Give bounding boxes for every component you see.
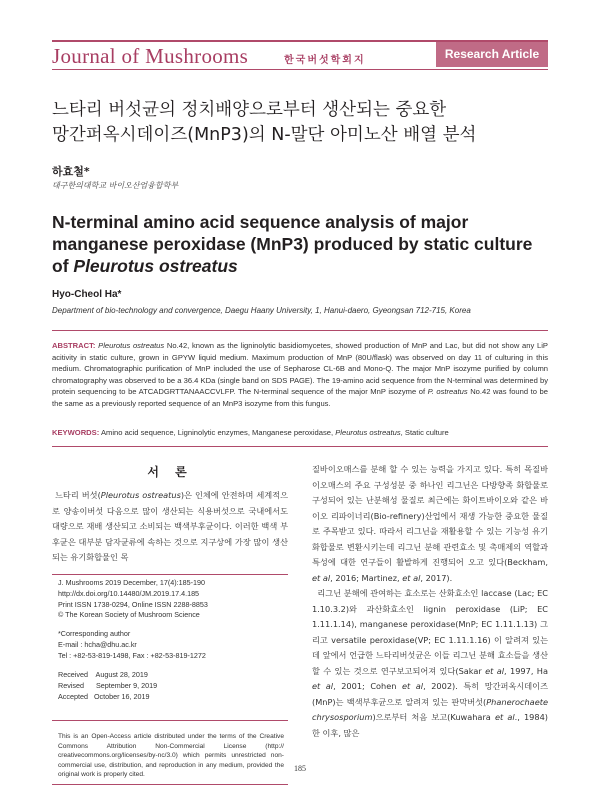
abstract-species: Pleurotus ostreatus [98,341,165,350]
citation: J. Mushrooms 2019 December, 17(4):185-190 [58,578,206,587]
et-al: et al [312,572,331,583]
intro-right-text-2b: , 1997, Ha [504,665,548,676]
abstract-text: No.42, known as the ligninolytic basidiomycetes, showed production of MnP and Lac, but did not show any LiP acitivity in static culture, grown in GPYW liquid medium. Maximum production of MnP (80U/flask) was observed on day 11 of culturing in this medium. Chromatographic purification of MnP included the use of Sepharose CL-6B and Mono-Q. The major MnP isozyme purified by column chromatography was observed to be a 36.4 KDa (single band on SDS PAGE). The 19-amino acid sequence from the N-terminal was determined by protein sequencing to be ATCADGRTTANAACCVLFP. The N-terminal sequence of the major MnP isozyme of [52,341,548,397]
header-bottom-rule [52,69,548,70]
page-number: 185 [294,764,306,773]
doi-link[interactable]: http://dx.doi.org/10.14480/JM.2019.17.4.185 [58,588,200,598]
intro-right-column [312,462,548,741]
date-revised: Revised September 9, 2019 [58,680,158,690]
date-received: Received August 28, 2019 [58,670,148,679]
intro-left-text-cont: )은 인체에 안전하며 세계적으로 양송이버섯 다음으로 많이 생산되는 식용버섯으로 국내에서도 대량으로 재배 생산되고 소비되는 백색부후균이다. 이러한 백색 부후균은 대부분 담자균류에 속하는 것으로 지구상에 가장 많이 생산되는 유기화합물인 목 [52,490,289,562]
abstract-species-abbr: P. ostreatus [427,387,468,397]
intro-left-text: 느타리 버섯( [55,490,101,500]
abstract-text-end: No.42 was found to be the same as a previously reported sequence of an MnP3 isozyme from this fungus. [52,387,548,408]
keywords-text: Amino acid sequence, Ligninolytic enzymes, Manganese peroxidase, [99,428,336,437]
korean-author: 하효철* [52,165,90,178]
korean-title [52,98,548,148]
dates-block [58,670,284,702]
abstract-top-rule [52,330,548,331]
intro-right-text-2: 리그닌 분해에 관여하는 효소로는 산화효소인 laccase (Lac; EC 1.10.3.2)와 과산화효소인 lignin peroxidase (LiP; EC 1.11.1.14), manganese peroxidase(MnP; EC 1.11.1.13) 그리고 versatile peroxidase(VP; EC 1.11.1.16) 이 알려져 있는데 앞에서 언급한 느타리버섯균은 이들 리그닌 분해 효소들을 생산할 수 있는 것으로 연구보고되어져 있다(Sakar [312,588,548,676]
date-accepted: Accepted October 16, 2019 [58,691,150,701]
citation-block [58,578,284,621]
english-title [52,211,552,277]
journal-name-korean: 한국버섯학회지 [284,55,366,66]
keywords-species: Pleurotus ostreatus [335,428,401,437]
et-al: et al [402,572,421,583]
corresponding-author-label: *Corresponding author [58,629,131,638]
intro-right-paragraph-1 [312,462,548,586]
keywords-bottom-rule [52,446,548,447]
korean-title-line-2: 망간퍼옥시데이즈(MnP3)의 N-말단 아미노산 배열 분석 [52,125,477,145]
keywords-text-end: , Static culture [400,428,449,437]
intro-right-text-1b: , 2016; Martinez, [330,572,403,583]
english-affiliation: Department of bio-technology and convergence, Daegu Haany University, 1, Hanui-daero, Gyeongsan 712-715, Korea [52,306,471,315]
keywords-label: KEYWORDS: [52,428,100,437]
copyright: © The Korean Society of Mushroom Science [58,610,200,620]
article-info-box [52,574,288,721]
et-al: et al [485,665,505,676]
intro-right-species: Phanerochaete chrysosporium [312,696,548,722]
intro-right-text-2f: ., 1984)한 이후, 많은 [312,712,548,738]
correspondence-block [58,629,284,661]
abstract-label: ABSTRACT: [52,341,96,350]
korean-title-line-1: 느타리 버섯균의 정치배양으로부터 생산되는 중요한 [52,100,447,120]
author-email[interactable]: E-mail : hcha@dhu.ac.kr [58,639,137,649]
author-phone-fax: Tel : +82-53-819-1498, Fax : +82-53-819-1272 [58,650,206,660]
english-title-species: Pleurotus ostreatus [73,256,238,276]
et-al: et al [494,712,515,722]
korean-affiliation: 대구한의대학교 바이오산업융합학부 [52,181,179,190]
intro-right-paragraph-2 [312,586,548,741]
abstract [52,340,548,410]
journal-name: Journal of Mushrooms [52,44,249,68]
intro-left-species: Pleurotus ostreatus [100,490,181,500]
intro-right-text-2e: )으로부터 처음 보고(Kuwahara [372,712,495,722]
intro-right-text-1: 질바이오매스를 분해 할 수 있는 능력을 가지고 있다. 특히 목질바이오매스의 주요 구성성분 중 하나인 리그닌은 다방향족 화합물로 구성되어 있는 난분해성 물질로 최근에는 화이트바이오와 같은 바이오 리파이너리(Bio-refinery)산업에서 재생 가능한 중요한 물질로 주목받고 있다. 따라서 리그닌을 재활용할 수 있는 기능성 유기화합물로 변환시키는데 리그닌 분해 관련효소 및 촉매제의 역할과 특성에 대한 연구들이 활발하게 진행되어 오고 있다(Beckham, [312,464,548,567]
intro-right-text-1c: , 2017). [420,572,453,583]
keywords [52,428,548,437]
intro-right-text-2d: , 2002). 특히 망간퍼옥시데이즈(MnP)는 백색부후균으로 알려져 있는 판막버섯( [312,681,548,707]
intro-left-paragraph [52,488,288,566]
english-title-text: N-terminal amino acid sequence analysis of major manganese peroxidase (MnP3) produced by static culture of [52,212,533,276]
et-al: et al [312,681,334,691]
article-type-badge: Research Article [436,42,548,67]
license-notice: This is an Open-Access article distributed under the terms of the Creative Commons Attribution Non-Commercial License (http:// creativecommons.org/licenses/by-nc/3.0) which permits unrestricted non-commercial use, distribution, and reproduction in any medium, provided the original work is properly cited. [52,724,288,785]
et-al: et al [402,681,424,691]
intro-right-text-2c: , 2001; Cohen [333,681,402,691]
issn: Print ISSN 1738-0294, Online ISSN 2288-8853 [58,599,208,609]
english-author: Hyo-Cheol Ha* [52,289,122,300]
section-title-introduction: 서 론 [147,465,193,479]
